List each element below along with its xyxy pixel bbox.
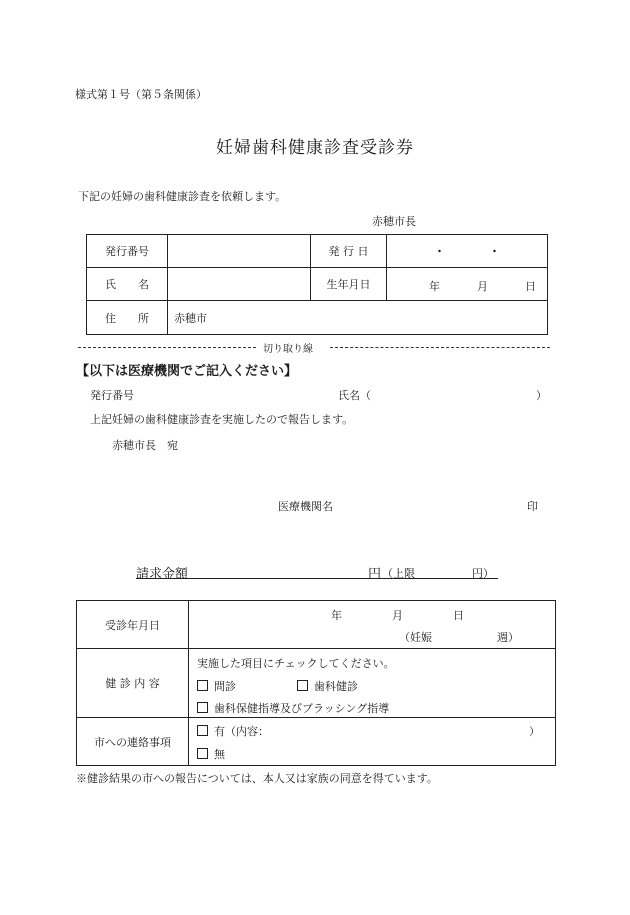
exam-year: 年 <box>331 609 342 622</box>
exam-report-table <box>76 600 556 766</box>
birth-date-field[interactable] <box>387 268 548 301</box>
contact-yes-checkbox[interactable] <box>197 725 208 736</box>
contact-no-option[interactable] <box>197 746 225 762</box>
issue-date-field[interactable] <box>387 235 548 268</box>
dental-exam-checkbox[interactable] <box>297 680 308 691</box>
address-field[interactable] <box>168 301 548 335</box>
check-guidance[interactable] <box>197 700 389 716</box>
page-title: 妊婦歯科健康診査受診券 <box>216 138 414 158</box>
interview-label: 問診 <box>214 680 236 693</box>
issue-date-label: 発 行 日 <box>311 235 387 268</box>
cut-line-label: 切り取り線 <box>263 344 313 355</box>
pregnancy-week-open: （妊娠 <box>399 631 432 644</box>
billing-amount-label: 請求金額 <box>136 567 189 582</box>
birth-month: 月 <box>477 280 488 293</box>
report-text: 上記妊婦の歯科健康診査を実施したので報告します。 <box>90 413 354 426</box>
contact-yes-close: ） <box>529 725 540 738</box>
form-number: 様式第１号（第５条関係） <box>75 88 207 101</box>
exam-day: 日 <box>453 609 464 622</box>
contact-no-checkbox[interactable] <box>197 748 208 759</box>
contact-yes-option[interactable] <box>197 723 269 739</box>
consent-footnote: ※健診結果の市への報告については、本人又は家族の同意を得ています。 <box>76 772 438 785</box>
seal-mark: 印 <box>527 500 538 513</box>
exam-content-field <box>189 649 556 718</box>
birth-day: 日 <box>525 280 536 293</box>
check-interview[interactable] <box>197 678 236 694</box>
exam-content-label: 健 診 内 容 <box>77 649 189 718</box>
medical-institution-label: 医療機関名 <box>278 500 333 513</box>
billing-yen: 円 <box>368 567 382 582</box>
name-label: 氏 名 <box>87 268 168 301</box>
address-value: 赤穂市 <box>174 311 207 325</box>
addressee: 赤穂市長 宛 <box>112 439 178 452</box>
dental-exam-label: 歯科健診 <box>314 680 358 693</box>
guidance-label: 歯科保健指導及びブラッシング指導 <box>214 702 390 715</box>
contact-field <box>189 718 556 766</box>
issue-number-field[interactable] <box>168 235 311 268</box>
contact-no-label: 無 <box>214 748 225 761</box>
birth-year: 年 <box>429 280 440 293</box>
exam-date-field[interactable] <box>189 601 556 649</box>
contact-label: 市への連絡事項 <box>77 718 189 766</box>
issue-number-label: 発行番号 <box>87 235 168 268</box>
clinic-name-close: ） <box>536 389 547 402</box>
contact-yes-label: 有（内容： <box>214 725 269 738</box>
issuer-name: 赤穂市長 <box>372 215 416 228</box>
guidance-checkbox[interactable] <box>197 702 208 713</box>
clinic-section-header: 【以下は医療機関でご記入ください】 <box>76 364 298 379</box>
billing-limit-close: 円） <box>472 567 494 580</box>
birth-date-label: 生年月日 <box>311 268 387 301</box>
exam-date-label: 受診年月日 <box>77 601 189 649</box>
cut-line-right <box>330 347 550 348</box>
exam-month: 月 <box>392 609 403 622</box>
interview-checkbox[interactable] <box>197 680 208 691</box>
billing-limit-open: （上限 <box>382 567 415 580</box>
billing-underline <box>136 578 498 579</box>
name-field[interactable] <box>168 268 311 301</box>
check-dental-exam[interactable] <box>297 678 358 694</box>
exam-content-instruction: 実施した項目にチェックしてください。 <box>197 657 395 670</box>
cut-line-left <box>78 347 256 348</box>
address-label: 住 所 <box>87 301 168 335</box>
clinic-issue-number-label: 発行番号 <box>90 389 134 402</box>
issue-date-dots: ・ ・ <box>434 245 500 258</box>
pregnancy-week-close: 週） <box>497 631 519 644</box>
issue-info-table <box>86 234 548 335</box>
clinic-name-label: 氏名（ <box>338 389 371 402</box>
request-text: 下記の妊婦の歯科健康診査を依頼します。 <box>78 190 287 203</box>
